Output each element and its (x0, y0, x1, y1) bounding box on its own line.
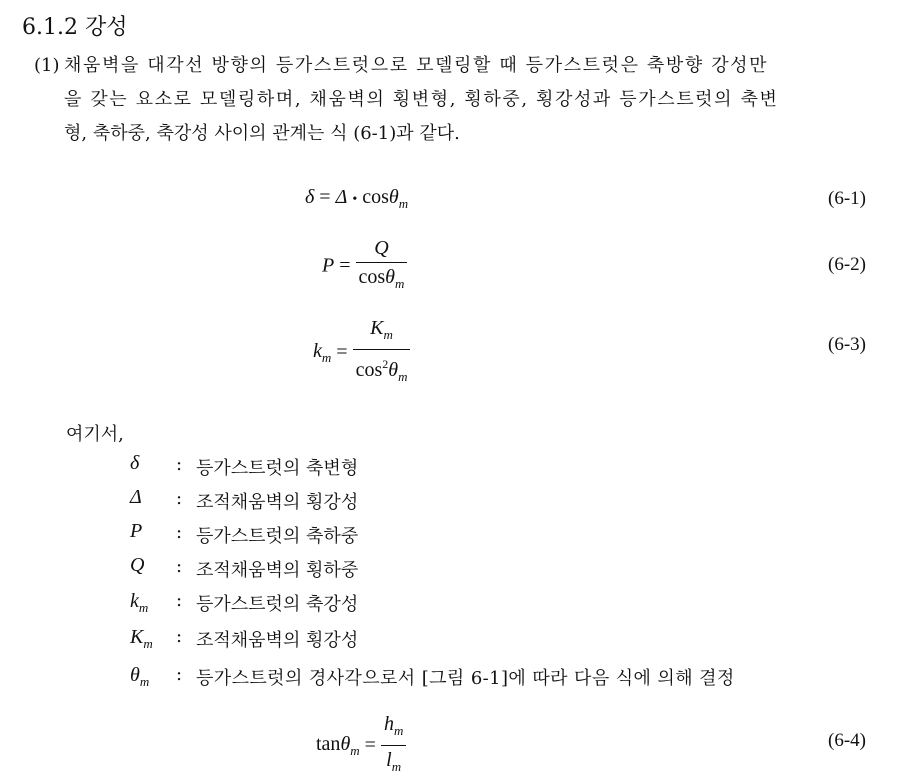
eq2-numerator: Q (356, 234, 408, 263)
def-symbol-text: δ (130, 452, 140, 474)
def-colon: : (176, 488, 183, 509)
eq3-cos: cos (355, 359, 383, 381)
def-colon: : (176, 590, 183, 611)
where-label: 여기서, (66, 424, 124, 445)
def-colon: : (176, 454, 183, 475)
eq1-sub: m (398, 196, 409, 211)
def-colon: : (176, 522, 183, 543)
eq4-equals: = (364, 734, 376, 756)
eq3-lhs-symbol: k (313, 339, 322, 362)
eq4-fraction (381, 710, 406, 781)
def-symbol-text: θ (130, 664, 140, 686)
def-symbol-capital-delta (130, 486, 176, 509)
eq4-den-symbol: l (386, 749, 392, 771)
eq2-fraction (356, 234, 408, 298)
eq2-equals: = (339, 254, 351, 277)
eq3-fraction (353, 314, 411, 391)
def-symbol-sub: m (138, 600, 149, 615)
def-text-theta-m: 등가스트럿의 경사각으로서 [그림 6-1]에 따라 다음 식에 의해 결정 (196, 668, 735, 689)
eq-number-6-3: (6-3) (828, 334, 866, 355)
def-symbol-text: K (130, 626, 144, 648)
eq3-sub: m (398, 369, 408, 384)
eq-number-6-2: (6-2) (828, 254, 866, 275)
eq2-cos: cos (358, 266, 386, 288)
def-text-km: 등가스트럿의 축강성 (196, 594, 359, 615)
paragraph-line-2: 을 갖는 요소로 모델링하며, 채움벽의 횡변형, 횡하중, 횡강성과 등가스트럿의 축변 (64, 89, 779, 110)
eq2-denominator (356, 263, 408, 298)
eq1-cos: cos (362, 186, 389, 208)
def-colon: : (176, 626, 183, 647)
def-symbol-p (130, 520, 176, 543)
eq4-num-sub: m (393, 723, 404, 738)
eq3-lhs-sub: m (321, 349, 332, 365)
section-heading: 6.1.2 강성 (22, 15, 128, 40)
eq1-lhs: δ (305, 186, 315, 208)
eq3-num-symbol: K (370, 317, 384, 339)
eq4-sub: m (350, 742, 360, 758)
eq4-theta: θ (340, 732, 351, 755)
def-symbol-Km (130, 626, 176, 652)
equation-6-2 (322, 234, 407, 298)
eq4-denominator (381, 746, 406, 781)
def-symbol-text: k (130, 590, 139, 612)
eq4-num-symbol: h (383, 713, 394, 735)
eq1-theta: θ (388, 186, 399, 208)
def-colon: : (176, 556, 183, 577)
def-text-capital-delta: 조적채움벽의 횡강성 (196, 492, 359, 513)
eq-number-6-4: (6-4) (828, 730, 866, 751)
equation-6-1 (305, 186, 408, 212)
def-symbol-delta (130, 452, 176, 475)
eq2-lhs: P (322, 254, 335, 277)
eq3-num-sub: m (383, 327, 393, 342)
eq3-lhs (313, 339, 332, 365)
equation-6-3 (313, 314, 410, 391)
eq3-denominator (353, 350, 411, 391)
def-text-Km: 조적채움벽의 횡강성 (196, 630, 359, 651)
def-symbol-text: Q (130, 554, 145, 576)
def-text-delta: 등가스트럿의 축변형 (196, 458, 359, 479)
eq3-theta: θ (388, 359, 399, 381)
eq1-equals: = (319, 186, 331, 208)
eq4-lhs (316, 732, 360, 758)
eq3-sup: 2 (382, 357, 389, 371)
def-colon: : (176, 664, 183, 685)
def-symbol-q (130, 554, 176, 577)
eq4-numerator (381, 710, 406, 746)
def-text-p: 등가스트럿의 축하중 (196, 526, 359, 547)
eq1-delta: Δ (335, 186, 348, 208)
eq2-theta: θ (385, 266, 395, 288)
equation-6-4 (316, 710, 406, 781)
eq4-tan: tan (316, 732, 341, 755)
paragraph-line-1: 채움벽을 대각선 방향의 등가스트럿으로 모델링할 때 등가스트럿은 축방향 강성만 (64, 55, 769, 76)
def-symbol-sub: m (139, 674, 150, 689)
eq3-numerator (353, 314, 411, 350)
eq-number-6-1: (6-1) (828, 188, 866, 209)
eq4-den-sub: m (391, 759, 402, 774)
def-text-q: 조적채움벽의 횡하중 (196, 560, 359, 581)
eq3-equals: = (336, 341, 348, 363)
paragraph-line-3: 형, 축하중, 축강성 사이의 관계는 식 (6-1)과 같다. (64, 123, 460, 144)
def-symbol-km (130, 590, 176, 616)
eq1-dot: • (352, 192, 358, 207)
paragraph-number: (1) (34, 55, 60, 76)
def-symbol-text: P (130, 520, 143, 542)
eq2-sub: m (395, 276, 405, 291)
def-symbol-text: Δ (130, 486, 142, 508)
def-symbol-theta-m (130, 664, 176, 690)
def-symbol-sub: m (143, 636, 153, 651)
